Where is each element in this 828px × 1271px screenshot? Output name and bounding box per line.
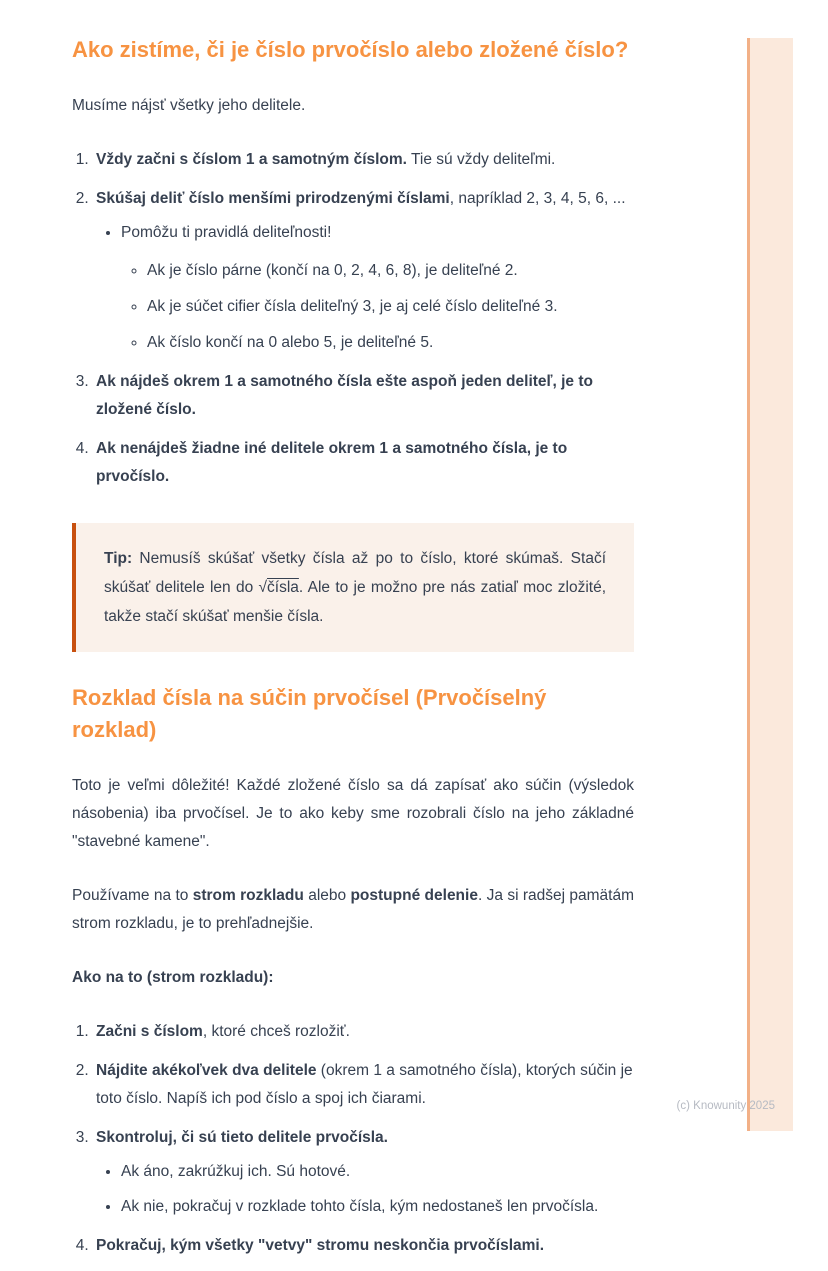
p2-text: alebo — [303, 887, 351, 904]
tip-callout-box — [72, 523, 634, 652]
section1-intro: Musíme nájsť všetky jeho delitele. — [72, 97, 306, 114]
step-bold-text: Nájdite akékoľvek dva delitele — [96, 1062, 317, 1079]
step-rest-text: , napríklad 2, 3, 4, 5, 6, ... — [449, 190, 626, 207]
step-item — [93, 146, 634, 174]
step-bold-text: Skúšaj deliť číslo menšími prirodzenými číslami — [96, 190, 450, 207]
list-item — [121, 219, 634, 357]
step-item — [93, 368, 634, 424]
list-item: ◦ Ak číslo končí na 0 alebo 5, je deliteľné 5. — [147, 329, 634, 357]
list-item: • Ak nie, pokračuj v rozklade tohto čísla, kým nedostaneš len prvočísla. — [121, 1193, 634, 1221]
sqrt-radicand: čísla — [267, 579, 299, 596]
step-bold-text: Skontroluj, či sú tieto delitele prvočísla. — [96, 1129, 388, 1146]
section1-steps-list — [72, 146, 634, 491]
sqrt-symbol: √ — [258, 579, 268, 596]
helper-bullet-text: Pomôžu ti pravidlá deliteľnosti! — [121, 224, 332, 241]
section2-paragraph-1: Toto je veľmi dôležité! Každé zložené číslo sa dá zapísať ako súčin (výsledok násobenia) iba prvočísel. Je to ako keby sme rozobrali číslo na jeho základné "stavebné kamene". — [72, 777, 634, 850]
section1-title: Ako zistíme, či je číslo prvočíslo alebo zložené číslo? — [72, 37, 629, 62]
tip-label: Tip: — [104, 550, 133, 567]
step-item — [93, 1057, 634, 1113]
step-item — [93, 435, 634, 491]
divisibility-helper-list — [96, 219, 634, 357]
step-bold-text: Ak nenájdeš žiadne iné delitele okrem 1 a samotného čísla, je to prvočíslo. — [96, 440, 568, 485]
step-bold-text: Vždy začni s číslom 1 a samotným číslom. — [96, 151, 407, 168]
step-bold-text: Pokračuj, kým všetky "vetvy" stromu neskončia prvočíslami. — [96, 1237, 545, 1254]
section2-subheading: Ako na to (strom rozkladu): — [72, 969, 274, 986]
list-item: • Ak áno, zakrúžkuj ich. Sú hotové. — [121, 1158, 634, 1186]
section2-title: Rozklad čísla na súčin prvočísel (Prvočíselný rozklad) — [72, 685, 547, 742]
check-results-list — [96, 1158, 634, 1221]
list-item: ◦ Ak je súčet cifier čísla deliteľný 3, je aj celé číslo deliteľné 3. — [147, 293, 634, 321]
step-item — [93, 1232, 634, 1260]
p2-text: . Ja si radšej pamätám strom rozkladu, je to prehľadnejšie. — [72, 887, 635, 932]
square-root-expression — [259, 579, 299, 596]
step-item — [93, 185, 634, 357]
section2-paragraph-2 — [72, 882, 634, 938]
list-item: ◦ Ak je číslo párne (končí na 0, 2, 4, 6, 8), je deliteľné 2. — [147, 257, 634, 285]
copyright-text: (c) Knowunity 2025 — [676, 1100, 775, 1112]
p2-bold: strom rozkladu — [192, 887, 304, 904]
step-bold-text: Ak nájdeš okrem 1 a samotného čísla ešte aspoň jeden deliteľ, je to zložené číslo. — [96, 373, 593, 418]
step-item — [93, 1018, 634, 1046]
p2-text: Používame na to — [72, 887, 193, 904]
step-rest-text: , ktoré chceš rozložiť. — [202, 1023, 350, 1040]
p2-bold: postupné delenie — [350, 887, 478, 904]
document-content — [72, 34, 634, 1271]
step-rest-text: Tie sú vždy deliteľmi. — [406, 151, 556, 168]
section2-steps-list — [72, 1018, 634, 1260]
step-rest-text: (okrem 1 a samotného čísla), ktorých súčin je toto číslo. Napíš ich pod číslo a spoj ich čiarami. — [96, 1062, 633, 1107]
tip-text-after: . Ale to je možno pre nás zatiaľ moc zložité, takže stačí skúšať menšie čísla. — [104, 579, 606, 625]
step-item — [93, 1124, 634, 1221]
divisibility-rules-list — [121, 257, 634, 357]
tip-text-before: Nemusíš skúšať všetky čísla až po to číslo, ktoré skúmaš. Stačí skúšať delitele len do — [104, 550, 606, 596]
step-bold-text: Začni s číslom — [96, 1023, 203, 1040]
side-accent-bar — [747, 38, 793, 1131]
